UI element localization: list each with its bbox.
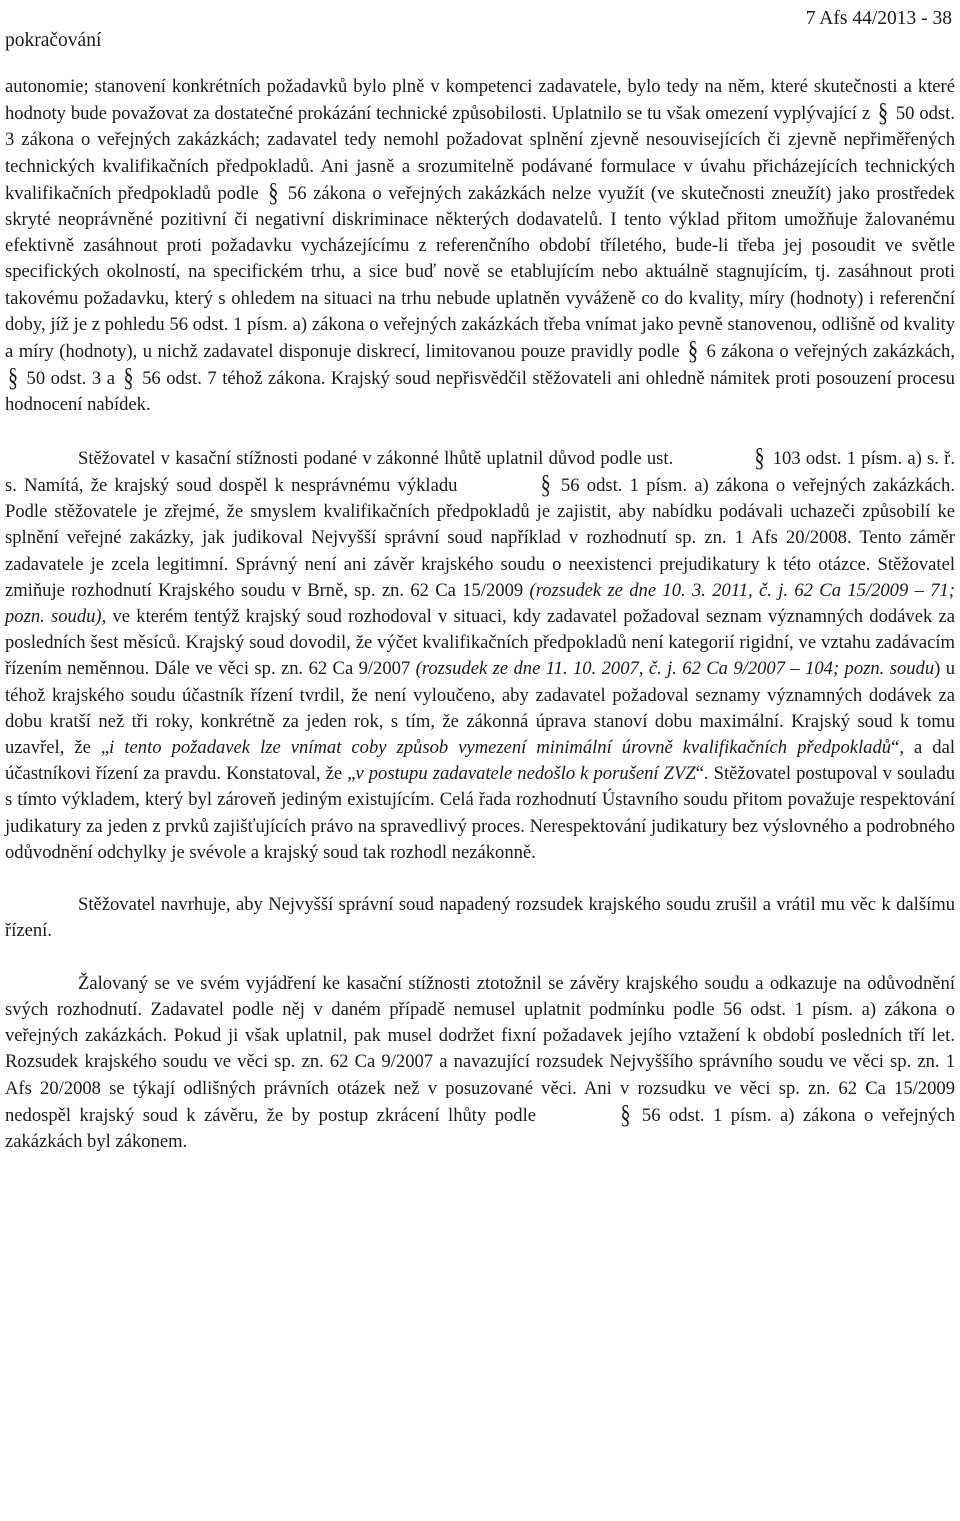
p1-text-f: 56 odst. 7 téhož zákona. Krajský soud nepřisvědčil stěžovateli ani ohledně námitek proti posouzení procesu hodnocení nabídek. (5, 368, 955, 416)
p1-text-e: 50 odst. 3 a (26, 368, 115, 390)
p2-citation-1: (rozsudek ze dne 10. 3. 2011, č. j. 62 Ca 15/2009 – 71; pozn. soudu) (5, 579, 955, 628)
p2-text-k: “. Stěžovatel postupoval v souladu s tímto výkladem, který byl zároveň jediným existujícím. Celá řada rozhodnutí Ústavního soudu přitom považuje respektování judikatury za jeden z prvků zajišťujících právo na spravedlivý proces. Nerespektování judikatury bez výslovného a podrobného odůvodnění odchylky je svévole a krajský soud tak rozhodl nezákonně. (5, 763, 955, 863)
p1-text-c: 56 zákona o veřejných zakázkách nelze využít (ve skutečnosti zneužít) jako prostředek skryté neoprávněné pozitivní či negativní diskriminace některých dodavatelů. I tento výklad přitom umožňuje žalovanému efektivně zasáhnout proti požadavku vycházejícímu z referenčního období tříletého, bude-li třeba jej posoudit ve světle specifických okolností, na specifickém trhu, a sice buď nově se etablujícím nebo aktuálně stagnujícím, tj. zasáhnout proti takovému požadavku, který s ohledem na situaci na trhu nebude uplatněn vyváženě co do kvality, míry (hodnoty) i referenční doby, jíž je z pohledu 56 odst. 1 písm. a) zákona o veřejných zakázkách třeba vnímat jako pevně stanovenou, odlišně od kvality a míry (hodnoty), u nichž zadavatel disponuje diskrecí, limitovanou pouze pravidly podle (5, 182, 955, 363)
section-sign: § (123, 363, 134, 393)
p2-text-g: ) u téhož krajského soudu účastník řízení tvrdil, že není vyloučeno, aby zadavatel požadoval seznamy významných dodávek za dobu kratší než tři roky, konkrétně za jeden rok, s tím, že zákonná úprava stanoví dobu maximální. Krajský soud k tomu uzavřel, že „ (5, 658, 956, 759)
p2-text-b: 103 odst. 1 písm. a) s. ř. s. Namítá, že krajský soud dospěl k nesprávnému výkladu (5, 447, 955, 497)
section-sign: § (754, 443, 765, 473)
paragraph-1 (5, 74, 955, 419)
section-sign: § (8, 363, 18, 393)
page-header (5, 6, 952, 60)
p2-quote-1: i tento požadavek lze vnímat coby způsob vymezení minimální úrovně kvalifikačních předpokladů (109, 737, 892, 759)
p4-text-a: Žalovaný se ve svém vyjádření ke kasační stížnosti ztotožnil se závěry krajského soudu a odkazuje na odůvodnění svých rozhodnutí. Zadavatel podle něj v daném případě nemusel uplatnit podmínku podle 56 odst. 1 písm. a) zákona o veřejných zakázkách. Pokud ji však uplatnil, pak musel dodržet fixní požadavek jejího vztažení k období posledních tří let. Rozsudek krajského soudu ve věci sp. zn. 62 Ca 9/2007 a navazující rozsudek Nejvyššího správního soudu ve věci sp. zn. 1 Afs 20/2008 se týkají odlišných právních otázek než v posuzované věci. Ani v rozsudku ve věci sp. zn. 62 Ca 15/2009 nedospěl krajský soud k závěru, že by postup zkrácení lhůty podle (5, 972, 955, 1126)
p2-text-c: 56 odst. 1 písm. a) zákona o veřejných zakázkách. Podle stěžovatele je zřejmé, že smyslem kvalifikačních předpokladů je zajistit, aby nabídku podávali uchazeči způsobilí ke splnění veřejné zakázky, jak judikoval Nejvyšší správní soud například v rozhodnutí sp. zn. 1 Afs 20/2008. Tento záměr zadavatele je zcela legitimní. Správný není ani závěr krajského soudu o neexistenci prejudikatury k této otázce. Stěžovatel zmiňuje rozhodnutí Krajského soudu v Brně, sp. zn. 62 Ca 15/2009 (5, 475, 955, 601)
p2-text-e: , ve kterém tentýž krajský soud rozhodoval v situaci, kdy zadavatel požadoval seznam významných dodávek za posledních šest měsíců. Krajský soud dovodil, že výčet kvalifikačních předpokladů není kategorií rigidní, ve vztahu zadávacím řízením neměnnou. Dále ve věci sp. zn. 62 Ca 9/2007 (5, 606, 955, 680)
p2-quote-2: v postupu zadavatele nedošlo k porušení ZVZ (355, 763, 696, 785)
section-sign: § (620, 1100, 631, 1130)
paragraph-3: Stěžovatel navrhuje, aby Nejvyšší správní soud napadený rozsudek krajského soudu zrušil a vrátil mu věc k dalšímu řízení. (5, 894, 955, 942)
paragraph-4 (5, 971, 955, 1155)
p2-text-i: “, a dal účastníkovi řízení za pravdu. Konstatoval, že „ (5, 737, 956, 785)
p1-text-a: autonomie; stanovení konkrétních požadavků bylo plně v kompetenci zadavatele, bylo tedy na něm, které skutečnosti a které hodnoty bude považovat za dostatečné prokázání technické způsobilosti. Uplatnilo se tu však omezení vyplývající z (5, 76, 955, 125)
header-case-number: 7 Afs 44/2013 - 38 (805, 8, 952, 29)
p1-text-b: 50 odst. 3 zákona o veřejných zakázkách; zadavatel tedy nemohl požadovat splnění zjevně nesouvisejících či zjevně nepřiměřených technických kvalifikačních předpokladů. Ani jasně a srozumitelně podávané formulace v úvahu přicházejících technických kvalifikačních předpokladů podle (5, 103, 955, 204)
p4-text-b: 56 odst. 1 písm. a) zákona o veřejných zakázkách byl zákonem. (5, 1104, 955, 1153)
section-sign: § (877, 98, 888, 128)
header-continuation: pokračování (5, 30, 102, 51)
p2-citation-2: (rozsudek ze dne 11. 10. 2007, č. j. 62 Ca 9/2007 – 104; pozn. soudu (415, 658, 935, 680)
document-body (5, 74, 955, 1155)
p1-text-d: 6 zákona o veřejných zakázkách, (706, 341, 955, 363)
section-sign: § (688, 336, 699, 366)
paragraph-2 (5, 445, 955, 866)
section-sign: § (540, 470, 551, 500)
p2-text-a: Stěžovatel v kasační stížnosti podané v zákonné lhůtě uplatnil důvod podle ust. (78, 447, 674, 469)
section-sign: § (268, 178, 279, 208)
